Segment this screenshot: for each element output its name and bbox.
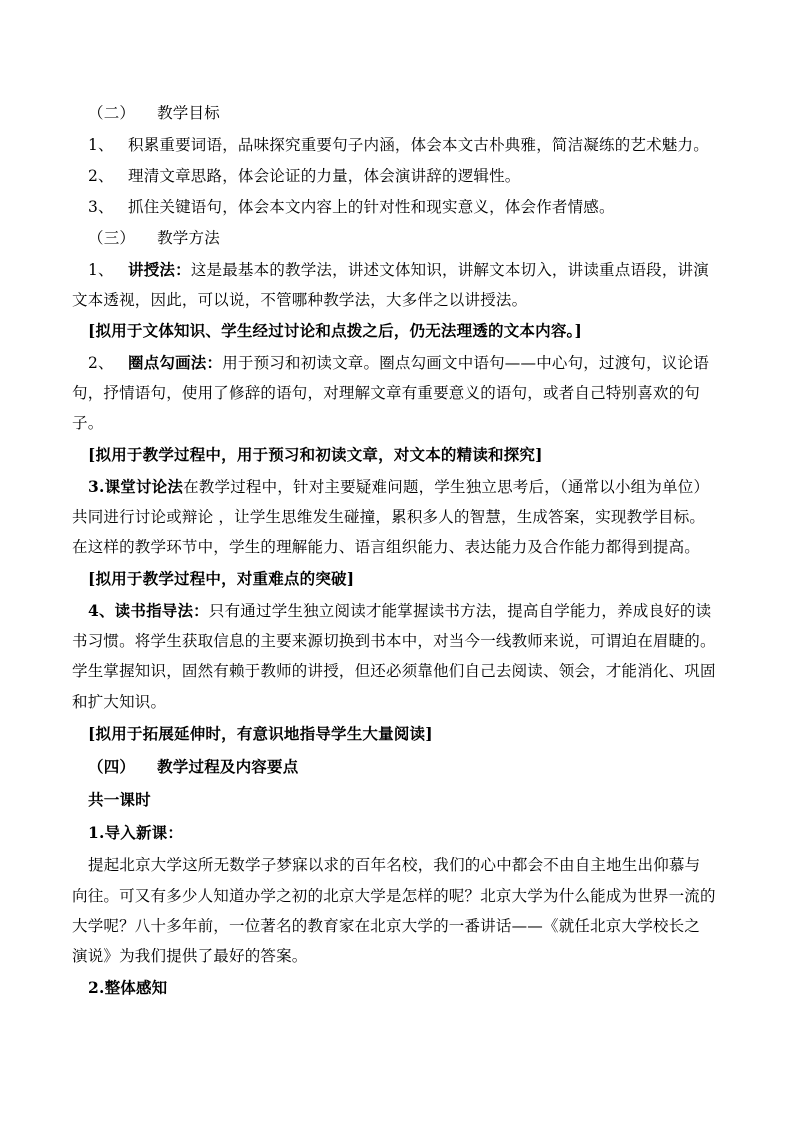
goal-num: 3、 <box>88 198 114 216</box>
method1-name: 讲授法： <box>128 260 191 279</box>
method2-note: [拟用于教学过程中，用于预习和初读文章，对文本的精读和探究] <box>88 445 543 464</box>
goal-item-3 <box>88 197 615 217</box>
goal-text: 理清文章思路，体会论证的力量，体会演讲辞的逻辑性。 <box>128 167 521 185</box>
methods-heading <box>88 228 220 248</box>
method1-num: 1、 <box>88 261 114 279</box>
method3-line1 <box>88 477 709 497</box>
method2-name: 圈点勾画法： <box>128 353 223 372</box>
process-heading-title: 教学过程及内容要点 <box>157 757 299 776</box>
method3-line3: 在这样的教学环节中，学生的理解能力、语言组织能力、表达能力及合作能力都得到提高。 <box>72 538 701 556</box>
process-heading-num: （四） <box>88 757 136 776</box>
method3-line2: 共同进行讨论或辩论 ，让学生思维发生碰撞，累积多人的智慧，生成答案，实现教学目标。 <box>72 508 706 526</box>
methods-heading-title: 教学方法 <box>157 229 220 247</box>
method4-line3: 学生掌握知识，固然有赖于教师的讲授，但还必须靠他们自己去阅读、领会，才能消化、巩固 <box>72 662 716 680</box>
method2-line1 <box>88 353 709 373</box>
intro-line2: 向往。可又有多少人知道办学之初的北京大学是怎样的呢？北京大学为什么能成为世界一流的 <box>72 887 716 905</box>
goal-item-2 <box>88 166 521 186</box>
goal-text: 积累重要词语，品味探究重要句子内涵，体会本文古朴典雅，简洁凝练的艺术魅力。 <box>128 136 709 154</box>
method4-line2: 书习惯。将学生获取信息的主要来源切换到书本中，对当今一线教师来说，可谓迫在眉睫的。 <box>72 632 716 650</box>
process-heading <box>88 757 298 777</box>
method4-line4: 和扩大知识。 <box>72 693 167 711</box>
method1-line2: 文本透视，因此，可以说，不管哪种教学法，大多伴之以讲授法。 <box>72 291 528 309</box>
goals-heading <box>88 103 220 123</box>
goal-num: 2、 <box>88 167 114 185</box>
method1-note: [拟用于文体知识、学生经过讨论和点拨之后，仍无法理透的文本内容。] <box>88 321 583 340</box>
method3-text1: 在教学过程中，针对主要疑难问题，学生独立思考后，（通常以小组为单位） <box>183 478 710 496</box>
method1-line1 <box>88 260 709 280</box>
method4-note: [拟用于拓展延伸时，有意识地指导学生大量阅读] <box>88 724 433 743</box>
method3-note: [拟用于教学过程中，对重难点的突破] <box>88 569 355 588</box>
goal-text: 抓住关键语句，体会本文内容上的针对性和现实意义，体会作者情感。 <box>128 198 615 216</box>
intro-line1: 提起北京大学这所无数学子梦寐以求的百年名校，我们的心中都会不由自主地生出仰慕与 <box>88 856 701 874</box>
intro-heading: 1.导入新课： <box>88 823 184 842</box>
method2-num: 2、 <box>88 354 114 372</box>
goal-num: 1、 <box>88 136 114 154</box>
method2-text1: 用于预习和初读文章。圈点勾画文中语句——中心句，过渡句，议论语 <box>222 354 709 372</box>
method1-text1: 这是最基本的教学法，讲述文体知识，讲解文本切入，讲读重点语段，讲演 <box>190 261 709 279</box>
goal-item-1 <box>88 135 709 155</box>
intro-line4: 演说》为我们提供了最好的答案。 <box>72 947 308 965</box>
intro-line3: 大学呢？八十多年前，一位著名的教育家在北京大学的一番讲话——《就任北京大学校长之 <box>72 917 701 935</box>
method4-line1 <box>88 601 711 621</box>
lesson-count: 共一课时 <box>88 790 151 809</box>
method2-line3: 子。 <box>72 414 104 432</box>
method4-name: 4、读书指导法： <box>88 601 209 620</box>
goals-heading-num: （二） <box>88 104 136 122</box>
method2-line2: 句，抒情语句，使用了修辞的语句，对理解文章有重要意义的语句，或者自己特别喜欢的句 <box>72 384 701 402</box>
overall-heading: 2.整体感知 <box>88 978 168 997</box>
method3-name: 3.课堂讨论法 <box>88 477 184 496</box>
methods-heading-num: （三） <box>88 229 136 247</box>
method4-text1: 只有通过学生独立阅读才能掌握读书方法，提高自学能力，养成良好的读 <box>208 602 712 620</box>
goals-heading-title: 教学目标 <box>157 104 220 122</box>
